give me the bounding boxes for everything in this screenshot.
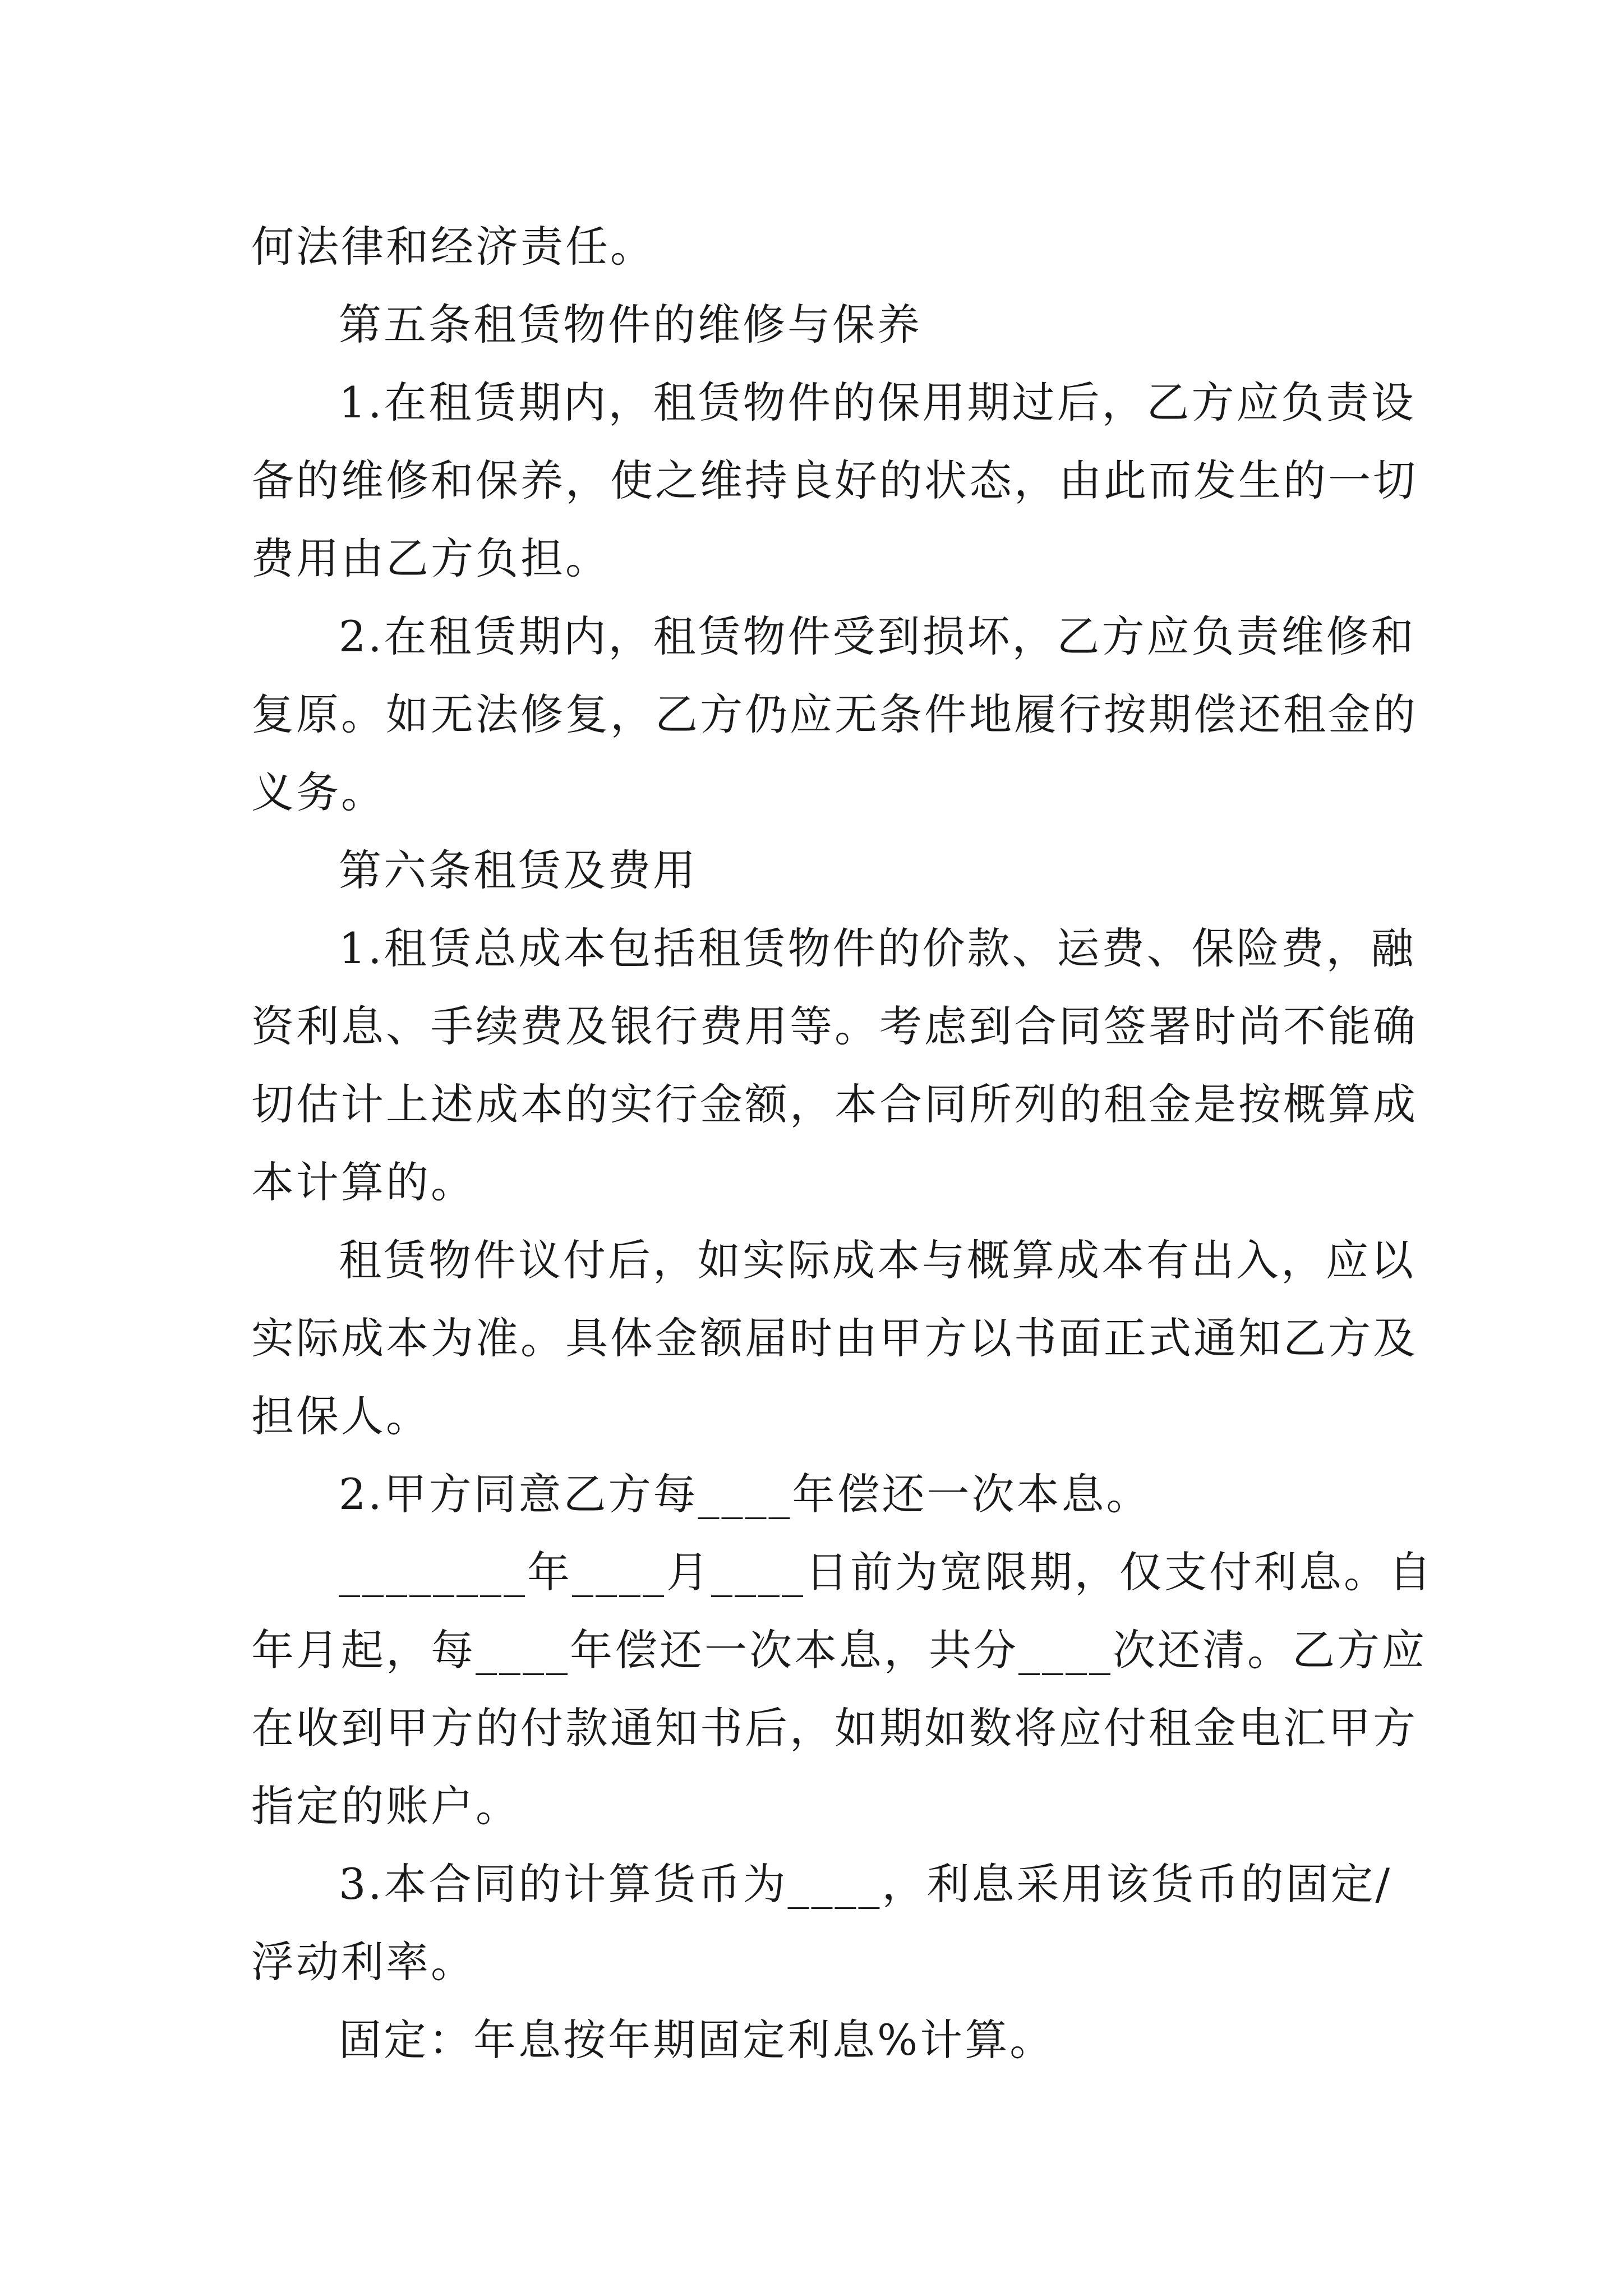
text-line: 资利息、手续费及银行费用等。考虑到合同签署时尚不能确 (251, 1001, 1418, 1051)
text-line: 实际成本为准。具体金额届时由甲方以书面正式通知乙方及 (251, 1313, 1418, 1363)
text-line: 复原。如无法修复，乙方仍应无条件地履行按期偿还租金的 (251, 689, 1418, 739)
text-line: 何法律和经济责任。 (251, 222, 655, 272)
text-line: 第六条租赁及费用 (339, 845, 698, 895)
text-line: ________年____月____日前为宽限期，仅支付利息。自 (339, 1547, 1433, 1597)
text-line: 固定：年息按年期固定利息%计算。 (339, 2015, 1055, 2065)
text-line: 租赁物件议付后，如实际成本与概算成本有出入，应以 (339, 1235, 1415, 1285)
text-line: 在收到甲方的付款通知书后，如期如数将应付租金电汇甲方 (251, 1703, 1418, 1753)
text-line: 第五条租赁物件的维修与保养 (339, 300, 922, 349)
text-line: 本计算的。 (251, 1157, 476, 1207)
text-line: 2.甲方同意乙方每____年偿还一次本息。 (339, 1469, 1151, 1519)
text-line: 3.本合同的计算货币为____，利息采用该货币的固定/ (339, 1859, 1393, 1909)
text-line: 2.在租赁期内，租赁物件受到损坏，乙方应负责维修和 (339, 611, 1416, 661)
text-line: 备的维修和保养，使之维持良好的状态，由此而发生的一切 (251, 455, 1418, 505)
text-line: 切估计上述成本的实行金额，本合同所列的租金是按概算成 (251, 1079, 1418, 1129)
text-line: 指定的账户。 (251, 1781, 520, 1831)
text-line: 义务。 (251, 767, 386, 817)
text-line: 浮动利率。 (251, 1937, 476, 1987)
document-body (251, 208, 1433, 2079)
text-line: 费用由乙方负担。 (251, 533, 610, 583)
text-line: 年月起，每____年偿还一次本息，共分____次还清。乙方应 (251, 1625, 1427, 1675)
text-line: 担保人。 (251, 1391, 431, 1441)
text-line: 1.在租赁期内，租赁物件的保用期过后，乙方应负责设 (339, 378, 1416, 427)
text-line: 1.租赁总成本包括租赁物件的价款、运费、保险费，融 (339, 923, 1416, 973)
